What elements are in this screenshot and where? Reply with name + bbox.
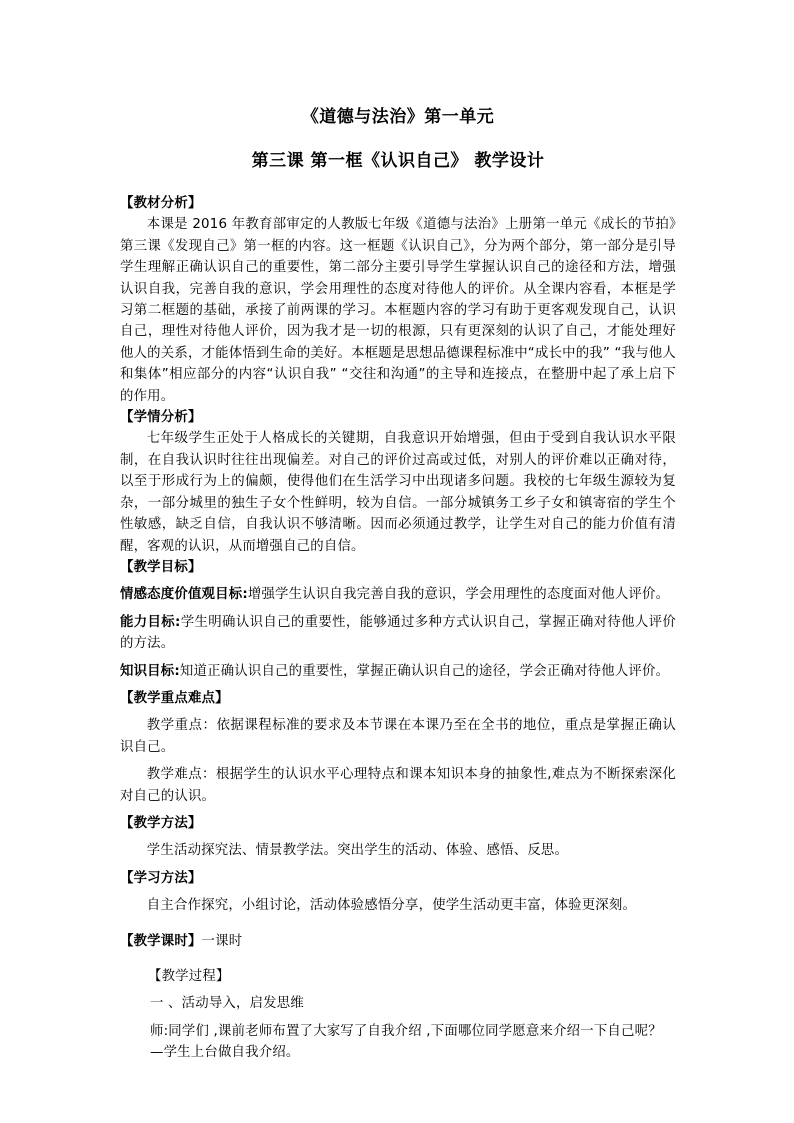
heading-class-hours: 【教学课时】 [120, 933, 202, 949]
heading-teaching-method: 【教学方法】 [120, 815, 202, 831]
objective-ability-text: 学生明确认识自己的重要性，能够通过多种方式认识自己，掌握正确对待他人评价的方法。 [120, 614, 677, 652]
document-title-lesson: 第三课 第一框《认识自己》 教学设计 [251, 151, 545, 171]
objective-ability-label: 能力目标: [120, 614, 181, 630]
objective-knowledge [120, 661, 676, 682]
document-page [120, 105, 676, 1064]
class-hours-line [120, 931, 676, 952]
paragraph-teaching-method: 学生活动探究法、情景教学法。突出学生的活动、体验、感悟、反思。 [146, 843, 569, 859]
paragraph-teaching-focus: 教学重点：依据课程标准的要求及本节课在本课乃至在全书的地位，重点是掌握正确认识自己。 [120, 718, 676, 755]
heading-learning-method: 【学习方法】 [120, 870, 202, 886]
process-teacher-line: 师:同学们 ,课前老师布置了大家写了自我介绍 ,下面哪位同学愿意来介绍一下自己呢？ [150, 1023, 662, 1039]
document-title-unit: 《道德与法治》第一单元 [301, 107, 495, 127]
paragraph-student-analysis: 七年级学生正处于人格成长的关键期，自我意识开始增强，但由于受到自我认识水平限制，在自我认识时往往出现偏差。对自己的评价过高或过低，对别人的评价难以正确对待，以至于形成行为上的偏颇，使得他们在生活学习中出现诸多问题。我校的七年级生源较为复杂，一部分城里的独生子女个性鲜明，较为自信。一部分城镇务工乡子女和镇寄宿的学生个性敏感，缺乏自信，自我认识不够清晰。因而必须通过教学，让学生对自己的能力价值有清醒，客观的认识，从而增强自己的自信。 [120, 431, 676, 554]
objective-emotion [120, 584, 676, 605]
heading-objectives: 【教学目标】 [120, 559, 202, 575]
heading-key-points: 【教学重点难点】 [120, 690, 229, 706]
objective-emotion-label: 情感态度价值观目标: [120, 587, 248, 603]
objective-knowledge-text: 知道正确认识自己的重要性，掌握正确认识自己的途径，学会正确对待他人评价。 [179, 663, 670, 679]
paragraph-learning-method: 自主合作探究，小组讨论，活动体验感悟分享，使学生活动更丰富，体验更深刻。 [146, 898, 637, 914]
paragraph-teaching-difficulty: 教学难点：根据学生的认识水平心理特点和课本知识本身的抽象性,难点为不断探索深化对自己的认识。 [120, 767, 676, 804]
objective-ability [120, 612, 676, 655]
paragraph-material-analysis: 本课是 2016 年教育部审定的人教版七年级《道德与法治》上册第一单元《成长的节拍》第三课《发现自己》第一框的内容。这一框题《认识自己》，分为两个部分，第一部分是引导学生理解正确认识自己的重要性，第二部分主要引导学生掌握认识自己的途径和方法，增强认识自我，完善自我的意识，学会用理性的态度对待他人的评价。从全课内容看，本框是学习第二框题的基础，承接了前两课的学习。本框题内容的学习有助于更客观发现自己，认识自己，理性对待他人评价，因为我才是一切的根源，只有更深刻的认识了自己，才能处理好他人的关系，才能体悟到生命的美好。本框题是思想品德课程标准中“成长中的我” “我与他人和集体”相应部分的内容“认识自我” “交往和沟通”的主导和连接点，在整册中起了承上启下的作用。 [120, 217, 676, 404]
class-hours-value: 一课时 [201, 933, 243, 949]
objective-emotion-text: 增强学生认识自我完善自我的意识，学会用理性的态度面对他人评价。 [247, 587, 670, 603]
heading-student-analysis: 【学情分析】 [120, 410, 202, 426]
heading-material-analysis: 【教材分析】 [120, 196, 202, 211]
heading-teaching-process: 【教学过程】 [148, 969, 230, 984]
process-step-1: 一 、活动导入，启发思维 [150, 996, 304, 1012]
objective-knowledge-label: 知识目标: [120, 663, 180, 679]
process-student-line: —学生上台做自我介绍。 [150, 1045, 300, 1061]
